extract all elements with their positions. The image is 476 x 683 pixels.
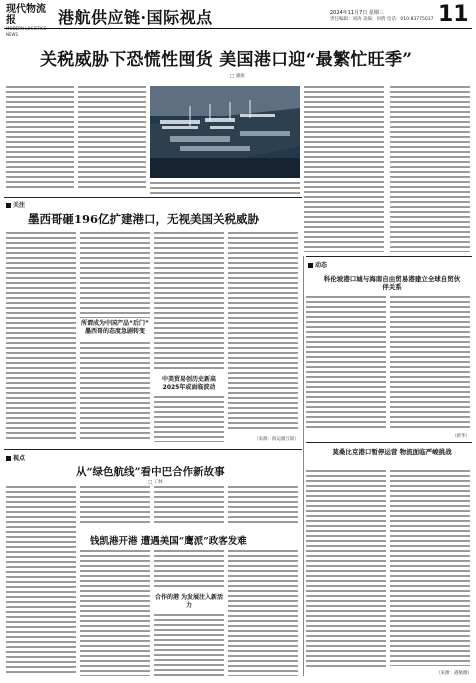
mexico-headline: 墨西哥砸196亿扩建港口，无视美国关税威胁 [28,212,260,226]
logo-text: 现代物流报 [6,4,46,26]
article-text-column [154,614,224,676]
square-bullet-icon [6,456,11,461]
mexico-subheadline-1: 所谓成为中国产品“后门” 墨西哥的态度急剧转变 [81,320,149,335]
article-text-column [228,486,298,526]
article-text-column [78,86,146,190]
section-divider [4,197,302,198]
green-route-byline: □ 丁林 [148,480,163,485]
view-tag-label: 视点 [13,455,26,462]
article-text-column [228,550,298,676]
article-text-column [306,470,386,670]
article-text-column [228,232,298,432]
mexico-subheadline-2: 中美贸易创历史新高 2025年或面临波动 [161,376,216,391]
section-divider [4,449,302,450]
view-section-tag [6,453,25,462]
focus-tag-label: 关注 [13,202,26,209]
article-text-column [80,486,150,526]
issue-date: 2024年11月7日 星期三 [330,10,384,16]
mexico-credit: （来源：海运圈互联） [254,437,299,442]
section-divider [306,442,472,443]
article-text-column [154,486,224,526]
article-text-column [304,86,384,252]
dynamic-section-tag [308,260,327,269]
main-byline: □ 潘旗 [230,74,245,79]
article-text-column [6,486,76,676]
article-text-column [150,182,300,194]
square-bullet-icon [6,203,11,208]
article-text-column [80,232,150,318]
colombo-credit: （新华） [452,434,470,439]
square-bullet-icon [308,263,313,268]
page-number: 11 [438,2,469,27]
article-text-column [390,470,470,666]
colombo-headline: 科伦坡港口城与海南自由贸易港建立全球自贸伙伴关系 [323,275,461,291]
dynamic-tag-label: 动态 [315,262,328,269]
port-photo [150,86,300,178]
article-text-column [390,296,470,430]
header-rule [4,28,472,29]
article-text-column [154,550,224,590]
article-text-column [306,296,386,430]
article-text-column [154,396,224,442]
section-title: 港航供应链·国际视点 [58,8,213,27]
article-text-column [6,86,74,190]
article-text-column [390,86,470,252]
port-subheadline: 合作的港 为发展注入新活力 [154,594,224,609]
section-divider [306,256,472,257]
focus-section-tag [6,200,25,209]
editor-credits: 责任编辑：刘涛 美编：何倩 电话：010-83775037 [330,17,434,22]
main-headline: 关税威胁下恐慌性囤货 美国港口迎“最繁忙旺季” [40,50,413,70]
green-route-headline: 从“绿色航线”看中巴合作新故事 [76,466,225,478]
article-text-column [80,342,150,442]
article-text-column [80,550,150,676]
article-text-column [154,232,224,372]
mozambique-credit: （来源：港航圈） [436,671,472,676]
article-text-column [6,232,76,442]
masthead [0,0,476,37]
newspaper-logo [6,4,54,37]
mozambique-headline: 莫桑比克港口暂停运营 物流面临严峻挑战 [332,448,452,456]
port-headline: 钱凯港开港 遭遇美国“鹰派”政客发难 [90,536,247,547]
column-rule [303,256,304,676]
port-aerial-image [150,86,300,178]
logo-subtext: MODERN LOGISTICS NEWS [6,26,47,37]
